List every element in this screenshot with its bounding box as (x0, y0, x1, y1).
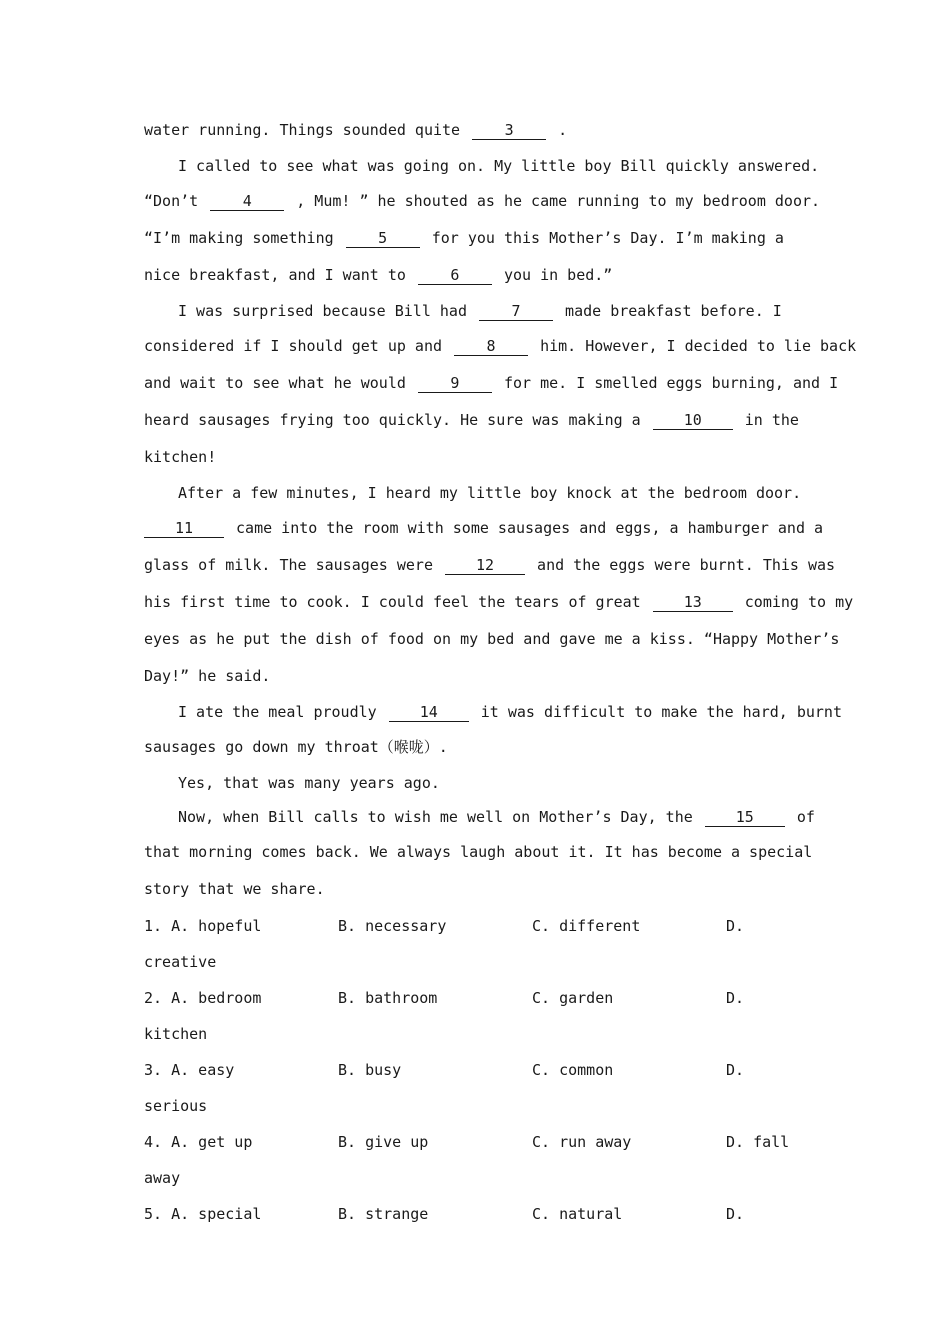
blank-6: 6 (418, 266, 492, 285)
text: in the (735, 411, 799, 429)
options-list (144, 908, 814, 1232)
option-a: 3. A. easy (144, 1061, 235, 1079)
text: and the eggs were burnt. This was (528, 556, 836, 574)
option-d: D. (726, 917, 745, 935)
option-b: B. necessary (338, 917, 447, 935)
blank-7: 7 (479, 302, 553, 321)
passage-line (144, 547, 836, 584)
option-c: C. common (532, 1061, 614, 1079)
option-d: D. (726, 1061, 745, 1079)
text: “Don’t (144, 192, 208, 210)
passage-line (144, 257, 814, 294)
document-page (144, 112, 857, 1232)
option-row-2 (144, 980, 814, 1016)
blank-10: 10 (653, 411, 733, 430)
passage-line (144, 584, 854, 621)
text: it was difficult to make the hard, burnt (471, 703, 842, 721)
passage-line (144, 621, 840, 658)
text: eyes as he put the dish of food on my bed and gave me a kiss. “Happy Mother’s (144, 630, 840, 648)
passage-line (144, 328, 857, 365)
text: Day!” he said. (144, 667, 271, 685)
option-c: C. natural (532, 1205, 623, 1223)
text: I was surprised because Bill had (178, 302, 477, 320)
option-row-3 (144, 1052, 814, 1088)
option-row-1 (144, 908, 814, 944)
text: water running. Things sounded quite (144, 121, 470, 139)
passage-line (144, 476, 814, 510)
text: for you this Mother’s Day. I’m making a (422, 229, 784, 247)
passage-line (144, 871, 814, 908)
text: considered if I should get up and (144, 337, 452, 355)
text: heard sausages frying too quickly. He sure was making a (144, 411, 650, 429)
option-d: D. (726, 989, 745, 1007)
option-b: B. busy (338, 1061, 402, 1079)
text: After a few minutes, I heard my little boy knock at the bedroom door. (178, 484, 802, 502)
blank-5: 5 (346, 229, 420, 248)
passage-line (144, 220, 814, 257)
option-d-wrap: creative (144, 953, 217, 971)
text: story that we share. (144, 880, 325, 898)
text: Now, when Bill calls to wish me well on Mother’s Day, the (178, 808, 702, 826)
blank-4: 4 (210, 192, 284, 211)
option-row-4 (144, 1124, 814, 1160)
blank-9: 9 (418, 374, 492, 393)
passage-line (144, 294, 814, 328)
text: that morning comes back. We always laugh about it. It has become a special (144, 843, 813, 861)
option-b: B. bathroom (338, 989, 438, 1007)
option-d-wrap: away (144, 1169, 181, 1187)
text: came into the room with some sausages and eggs, a hamburger and a (227, 519, 824, 537)
passage-line (144, 112, 814, 149)
text: and wait to see what he would (144, 374, 415, 392)
passage-line (144, 658, 814, 695)
option-row-5 (144, 1196, 814, 1232)
text: coming to my (735, 593, 854, 611)
passage-line (144, 766, 814, 800)
blank-8: 8 (454, 337, 528, 356)
passage-line (144, 800, 814, 834)
blank-15: 15 (705, 808, 785, 827)
blank-11: 11 (144, 519, 224, 538)
passage-line (144, 183, 821, 220)
option-d: D. fall (726, 1133, 790, 1151)
option-c: C. garden (532, 989, 614, 1007)
blank-13: 13 (653, 593, 733, 612)
text: I called to see what was going on. My little boy Bill quickly answered. (178, 157, 820, 175)
text: . (549, 121, 568, 139)
text: Yes, that was many years ago. (178, 774, 440, 792)
passage-line (144, 729, 814, 766)
text: sausages go down my throat（喉咙）. (144, 738, 448, 756)
option-a: 5. A. special (144, 1205, 262, 1223)
passage-line (144, 439, 814, 476)
option-d-wrap: serious (144, 1097, 208, 1115)
option-a: 1. A. hopeful (144, 917, 262, 935)
blank-3: 3 (472, 121, 546, 140)
text: “I’m making something (144, 229, 343, 247)
text: , Mum! ” he shouted as he came running to my bedroom door. (287, 192, 821, 210)
passage-line (144, 834, 814, 871)
option-a: 2. A. bedroom (144, 989, 262, 1007)
text: of (787, 808, 815, 826)
text: you in bed.” (494, 266, 613, 284)
text: kitchen! (144, 448, 217, 466)
option-b: B. give up (338, 1133, 429, 1151)
text: glass of milk. The sausages were (144, 556, 443, 574)
passage-line (144, 510, 824, 547)
passage-line (144, 149, 820, 183)
passage-line (144, 402, 814, 439)
passage-line (144, 695, 842, 729)
option-a: 4. A. get up (144, 1133, 253, 1151)
text: for me. I smelled eggs burning, and I (494, 374, 839, 392)
option-c: C. run away (532, 1133, 632, 1151)
option-d: D. (726, 1205, 745, 1223)
blank-12: 12 (445, 556, 525, 575)
text: made breakfast before. I (556, 302, 782, 320)
text: I ate the meal proudly (178, 703, 386, 721)
option-c: C. different (532, 917, 641, 935)
option-d-wrap: kitchen (144, 1025, 208, 1043)
text: his first time to cook. I could feel the tears of great (144, 593, 650, 611)
text: nice breakfast, and I want to (144, 266, 415, 284)
text: him. However, I decided to lie back (531, 337, 857, 355)
passage-line (144, 365, 839, 402)
blank-14: 14 (389, 703, 469, 722)
option-b: B. strange (338, 1205, 429, 1223)
